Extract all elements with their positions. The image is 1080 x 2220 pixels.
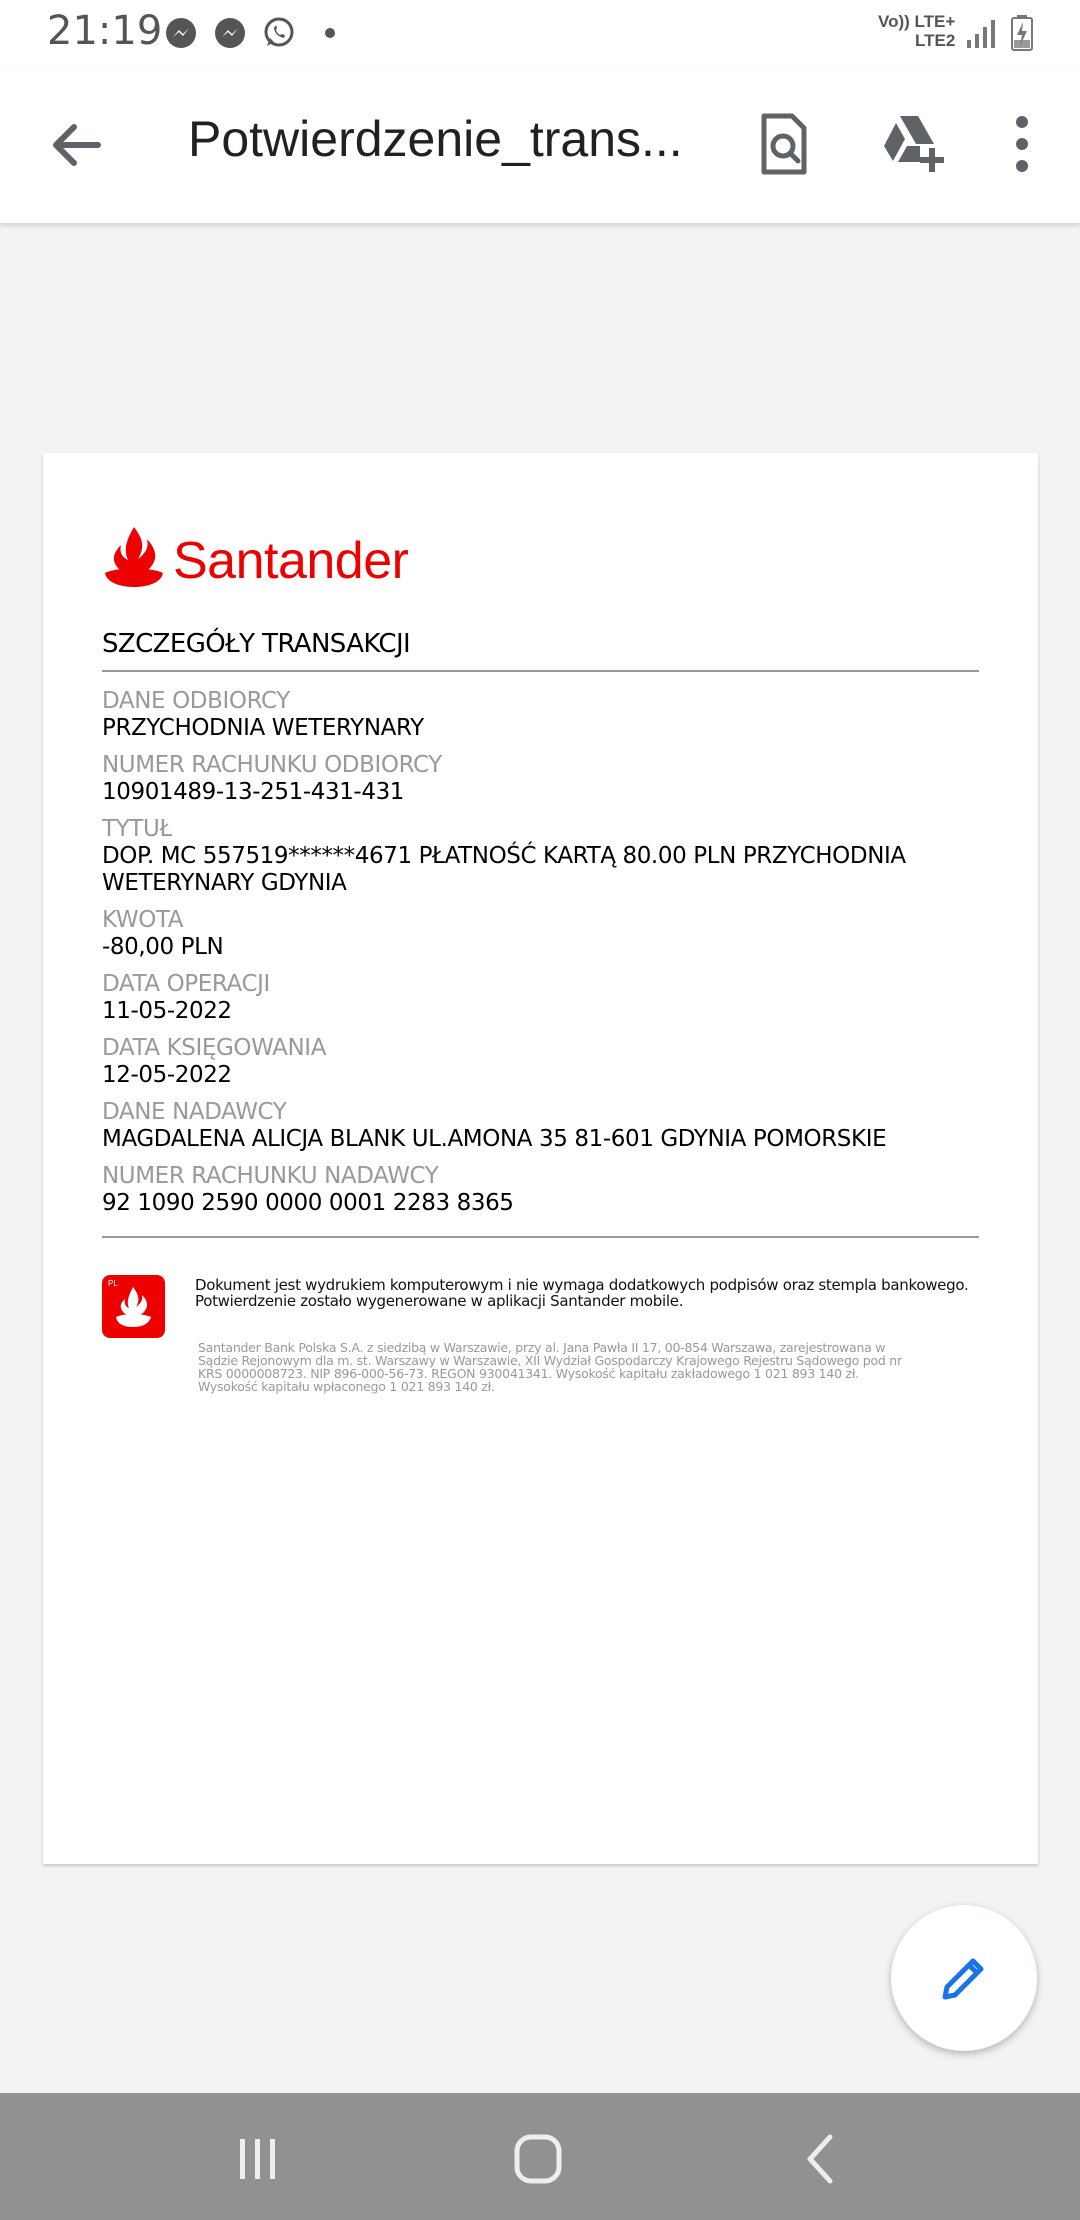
field-value: 92 1090 2590 0000 0001 2283 8365	[102, 1190, 514, 1216]
santander-badge-icon	[102, 1275, 165, 1338]
footer-legal-text: Santander Bank Polska S.A. z siedzibą w Warszawie, przy al. Jana Pawła II 17, 00-854 Warszawa, zarejestrowana w Sądzie Rejonowym dla m. st. Warszawy w Warszawie, XII Wydział Gospodarczy Krajowego Rejestru Sądowego pod nr KRS 0000008723. NIP 896-000-56-73. REGON 930041341. Wysokość kapitału zakładowego 1 021 893 140 zł. Wysokość kapitału wpłaconego 1 021 893 140 zł.	[198, 1340, 902, 1394]
recent-apps-icon[interactable]	[227, 2131, 287, 2187]
field-booking-date	[102, 1035, 982, 1089]
field-value: 10901489-13-251-431-431	[102, 779, 405, 805]
network-indicator	[878, 12, 955, 50]
field-label: TYTUŁ	[102, 816, 172, 842]
santander-logo-text: Santander	[173, 532, 409, 590]
transaction-fields	[102, 688, 982, 1227]
field-label: DANE ODBIORCY	[102, 688, 290, 714]
field-operation-date	[102, 971, 982, 1025]
field-value: -80,00 PLN	[102, 934, 224, 960]
system-nav-bar	[0, 2093, 1080, 2220]
field-label: KWOTA	[102, 907, 184, 933]
pencil-icon	[935, 1949, 993, 2007]
back-nav-icon[interactable]	[792, 2131, 852, 2187]
field-value: DOP. MC 557519******4671 PŁATNOŚĆ KARTĄ 80.00 PLN PRZYCHODNIA WETERYNARY GDYNIA	[102, 843, 906, 896]
battery-charging-icon	[1010, 14, 1034, 52]
find-in-page-icon[interactable]	[746, 106, 822, 182]
status-time: 21:19	[47, 8, 163, 54]
field-sender-account	[102, 1163, 982, 1217]
signal-icon	[965, 16, 999, 50]
field-label: DATA KSIĘGOWANIA	[102, 1035, 327, 1061]
field-recipient	[102, 688, 982, 742]
home-icon[interactable]	[508, 2131, 568, 2187]
field-label: DATA OPERACJI	[102, 971, 270, 997]
field-title	[102, 816, 982, 897]
badge-text: PL	[108, 1279, 118, 1288]
field-label: DANE NADAWCY	[102, 1099, 287, 1125]
app-bar	[0, 66, 1080, 224]
santander-flame-icon	[103, 525, 165, 589]
field-label: NUMER RACHUNKU NADAWCY	[102, 1163, 439, 1189]
messenger-icon	[213, 16, 247, 50]
document-title: Potwierdzenie_trans...	[188, 111, 683, 167]
more-vert-icon[interactable]	[984, 106, 1060, 182]
fields-divider	[102, 1236, 979, 1238]
footer-note: Dokument jest wydrukiem komputerowym i nie wymaga dodatkowych podpisów oraz stempla bankowego. Potwierdzenie zostało wygenerowane w aplikacji Santander mobile.	[195, 1276, 969, 1310]
network-top-label: Vo)) LTE+	[878, 12, 956, 31]
status-bar	[0, 0, 1080, 66]
notification-dot	[325, 28, 335, 38]
field-recipient-account	[102, 752, 982, 806]
document-page	[43, 453, 1038, 1864]
field-label: NUMER RACHUNKU ODBIORCY	[102, 752, 442, 778]
network-bottom-label: LTE2	[914, 31, 956, 50]
heading-divider	[102, 670, 979, 672]
messenger-icon	[164, 16, 198, 50]
flame-icon	[102, 1275, 165, 1338]
transaction-details-heading: SZCZEGÓŁY TRANSAKCJI	[102, 629, 411, 659]
field-value: 12-05-2022	[102, 1062, 232, 1088]
arrow-back-icon[interactable]	[40, 110, 110, 180]
field-amount	[102, 907, 982, 961]
field-value: MAGDALENA ALICJA BLANK UL.AMONA 35 81-601 GDYNIA POMORSKIE	[102, 1126, 887, 1152]
field-value: PRZYCHODNIA WETERYNARY	[102, 715, 424, 741]
whatsapp-icon	[262, 16, 296, 50]
field-value: 11-05-2022	[102, 998, 232, 1024]
field-sender	[102, 1099, 982, 1153]
drive-add-icon[interactable]	[874, 106, 950, 182]
edit-fab-button[interactable]	[891, 1905, 1037, 2051]
